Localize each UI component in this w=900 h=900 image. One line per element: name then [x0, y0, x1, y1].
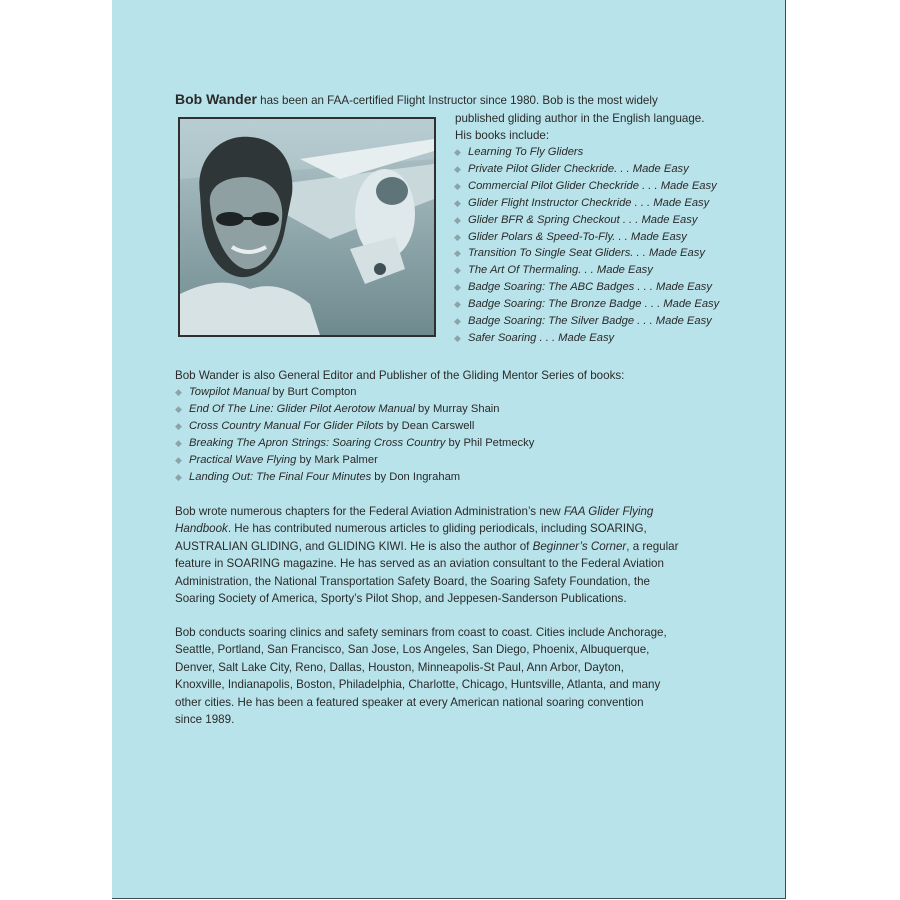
intro-line-3: His books include:	[455, 129, 550, 142]
list-item: ◆ Safer Soaring . . . Made Easy	[453, 330, 719, 347]
list-item: ◆ Learning To Fly Gliders	[453, 144, 719, 161]
author-with-glider-image	[180, 119, 434, 335]
series-intro: Bob Wander is also General Editor and Publisher of the Gliding Mentor Series of books:	[175, 369, 625, 382]
text-line: Bob conducts soaring clinics and safety seminars from coast to coast. Cities include Anchorage,	[175, 626, 667, 639]
list-item: ◆ Breaking The Apron Strings: Soaring Cross Country by Phil Petmecky	[174, 435, 534, 452]
diamond-bullet-icon: ◆	[175, 471, 182, 482]
diamond-bullet-icon: ◆	[175, 437, 182, 448]
diamond-bullet-icon: ◆	[454, 332, 461, 343]
diamond-bullet-icon: ◆	[175, 387, 182, 397]
intro-line-1: Bob Wander has been an FAA-certified Flight Instructor since 1980. Bob is the most widely	[175, 91, 658, 107]
diamond-bullet-icon: ◆	[454, 316, 461, 327]
list-item: ◆ Glider BFR & Spring Checkout . . . Made Easy	[453, 212, 719, 229]
list-item: ◆ Badge Soaring: The ABC Badges . . . Made Easy	[453, 279, 719, 296]
diamond-bullet-icon: ◆	[454, 214, 461, 225]
text-line: since 1989.	[175, 713, 235, 727]
list-item: ◆ Private Pilot Glider Checkride. . . Made Easy	[453, 161, 719, 178]
text-line: Seattle, Portland, San Francisco, San Jose, Los Angeles, San Diego, Phoenix, Albuquerque,	[175, 643, 650, 657]
text-line: feature in SOARING magazine. He has served as an aviation consultant to the Federal Aviation	[175, 557, 664, 571]
text-line: Knoxville, Indianapolis, Boston, Philadelphia, Charlotte, Chicago, Huntsville, Atlanta, and many	[175, 678, 661, 692]
text-line: other cities. He has been a featured speaker at every American national soaring convention	[175, 695, 644, 709]
text-line: Administration, the National Transportation Safety Board, the Soaring Safety Foundation, the	[175, 574, 650, 588]
diamond-bullet-icon: ◆	[175, 454, 182, 465]
diamond-bullet-icon: ◆	[454, 197, 461, 208]
list-item: ◆ Cross Country Manual For Glider Pilots by Dean Carswell	[174, 418, 534, 435]
list-item: ◆ The Art Of Thermaling. . . Made Easy	[453, 262, 719, 279]
text-line: Soaring Society of America, Sporty’s Pilot Shop, and Jeppesen-Sanderson Publications.	[175, 592, 627, 606]
diamond-bullet-icon: ◆	[454, 147, 461, 157]
diamond-bullet-icon: ◆	[454, 248, 461, 259]
text-line: Handbook. He has contributed numerous articles to gliding periodicals, including SOARING,	[175, 522, 647, 536]
text-line: Bob wrote numerous chapters for the Federal Aviation Administration’s new FAA Glider Flying	[175, 505, 654, 518]
intro-line-2: published gliding author in the English language.	[455, 112, 705, 125]
diamond-bullet-icon: ◆	[175, 420, 182, 431]
author-name: Bob Wander	[175, 91, 257, 107]
text-line: Denver, Salt Lake City, Reno, Dallas, Houston, Minneapolis-St Paul, Ann Arbor, Dayton,	[175, 660, 624, 674]
diamond-bullet-icon: ◆	[454, 231, 461, 242]
diamond-bullet-icon: ◆	[175, 403, 182, 414]
list-item: ◆ Transition To Single Seat Gliders. . . Made Easy	[453, 245, 719, 262]
series-list	[174, 384, 534, 485]
diamond-bullet-icon: ◆	[454, 299, 461, 310]
author-photo	[178, 117, 436, 337]
list-item: ◆ End Of The Line: Glider Pilot Aerotow Manual by Murray Shain	[174, 401, 534, 418]
list-item: ◆ Practical Wave Flying by Mark Palmer	[174, 452, 534, 469]
list-item: ◆ Landing Out: The Final Four Minutes by Don Ingraham	[174, 469, 534, 486]
bio-paragraph-2	[175, 624, 667, 728]
list-item: ◆ Glider Flight Instructor Checkride . . . Made Easy	[453, 195, 719, 212]
list-item: ◆ Commercial Pilot Glider Checkride . . . Made Easy	[453, 178, 719, 195]
text-line: AUSTRALIAN GLIDING, and GLIDING KIWI. He is also the author of Beginner’s Corner, a regular	[175, 539, 679, 553]
list-item: ◆ Glider Polars & Speed-To-Fly. . . Made Easy	[453, 229, 719, 246]
diamond-bullet-icon: ◆	[454, 282, 461, 293]
books-list	[453, 144, 719, 347]
diamond-bullet-icon: ◆	[454, 265, 461, 276]
diamond-bullet-icon: ◆	[454, 180, 461, 191]
list-item: ◆ Badge Soaring: The Bronze Badge . . . Made Easy	[453, 296, 719, 313]
list-item: ◆ Badge Soaring: The Silver Badge . . . Made Easy	[453, 313, 719, 330]
bio-paragraph-1	[175, 503, 678, 607]
list-item: ◆ Towpilot Manual by Burt Compton	[174, 384, 534, 401]
diamond-bullet-icon: ◆	[454, 163, 461, 174]
